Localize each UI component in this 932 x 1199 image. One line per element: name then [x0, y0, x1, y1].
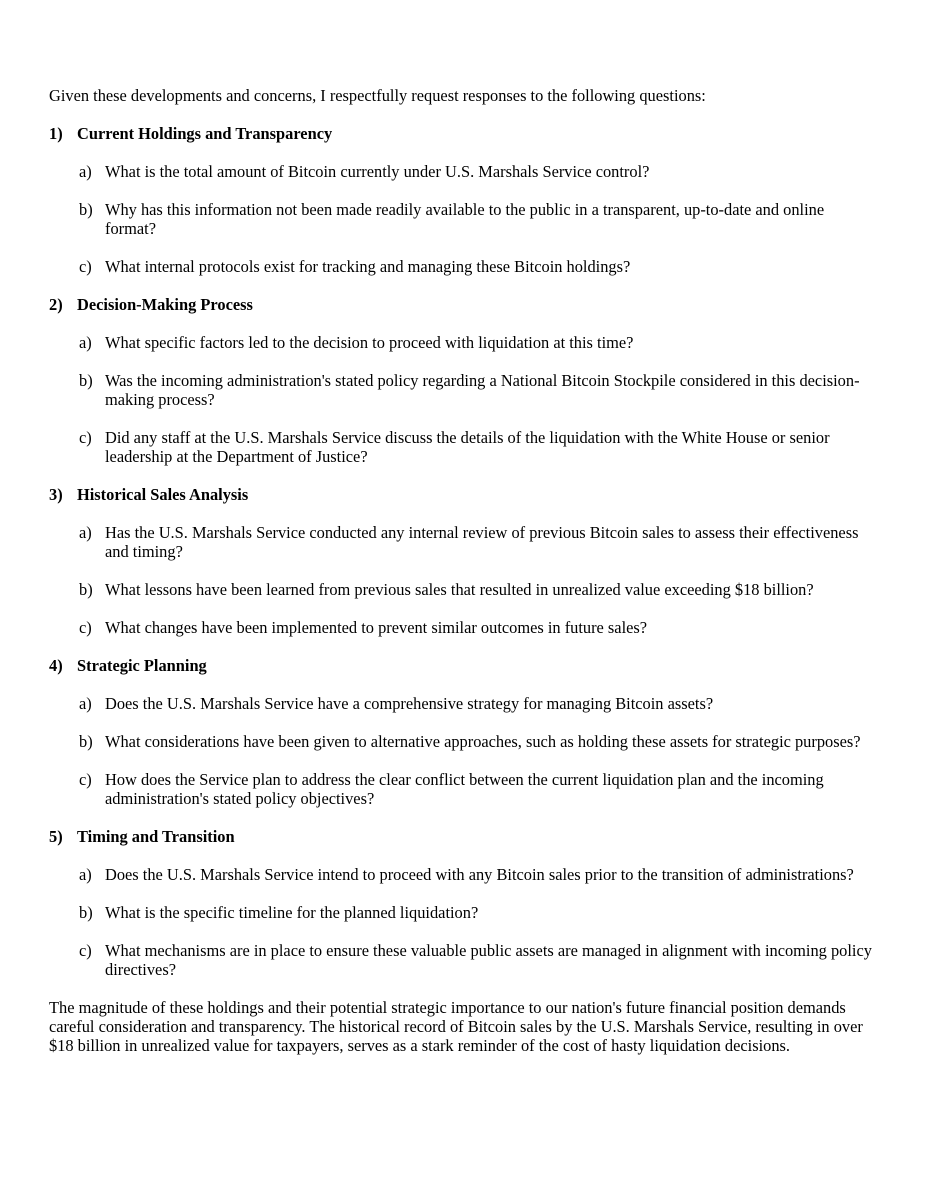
question-sections — [49, 124, 876, 979]
section-heading — [49, 124, 876, 143]
item-text: Why has this information not been made readily available to the public in a transparent, up-to-date and online format? — [105, 200, 825, 238]
question-item — [49, 162, 876, 181]
item-text: Was the incoming administration's stated policy regarding a National Bitcoin Stockpile considered in this decision-making process? — [105, 371, 860, 409]
section-items — [49, 523, 876, 637]
question-item — [49, 941, 876, 979]
section-number: 2) — [49, 295, 63, 314]
item-text: What internal protocols exist for tracking and managing these Bitcoin holdings? — [105, 257, 631, 276]
question-section — [49, 656, 876, 808]
section-number: 5) — [49, 827, 63, 846]
closing-paragraph: The magnitude of these holdings and their potential strategic importance to our nation's future financial position demands careful consideration and transparency. The historical record of Bitcoin sales by the U.S. Marshals Service, resulting in over $18 billion in unrealized value for taxpayers, serves as a stark reminder of the cost of hasty liquidation decisions. — [49, 998, 863, 1055]
item-label: a) — [79, 694, 92, 713]
item-label: b) — [79, 732, 93, 751]
question-item — [49, 694, 876, 713]
section-items — [49, 333, 876, 466]
section-heading — [49, 827, 876, 846]
section-items — [49, 865, 876, 979]
question-item — [49, 903, 876, 922]
item-label: a) — [79, 523, 92, 542]
item-label: c) — [79, 428, 92, 447]
item-label: b) — [79, 200, 93, 219]
item-label: a) — [79, 333, 92, 352]
question-section — [49, 295, 876, 466]
item-label: c) — [79, 770, 92, 789]
section-heading — [49, 485, 876, 504]
question-item — [49, 523, 876, 561]
item-label: b) — [79, 371, 93, 390]
section-number: 3) — [49, 485, 63, 504]
item-label: c) — [79, 257, 92, 276]
section-title: Decision-Making Process — [77, 295, 253, 314]
question-item — [49, 770, 876, 808]
question-item — [49, 371, 876, 409]
item-label: c) — [79, 941, 92, 960]
item-text: What changes have been implemented to prevent similar outcomes in future sales? — [105, 618, 648, 637]
item-text: What mechanisms are in place to ensure these valuable public assets are managed in alignment with incoming policy directives? — [105, 941, 872, 979]
item-text: What specific factors led to the decision to proceed with liquidation at this time? — [105, 333, 634, 352]
question-section — [49, 124, 876, 276]
item-label: a) — [79, 162, 92, 181]
item-text: What lessons have been learned from previous sales that resulted in unrealized value exceeding $18 billion? — [105, 580, 814, 599]
section-title: Strategic Planning — [77, 656, 207, 675]
item-text: Has the U.S. Marshals Service conducted any internal review of previous Bitcoin sales to assess their effectiveness and timing? — [105, 523, 859, 561]
item-text: How does the Service plan to address the clear conflict between the current liquidation plan and the incoming administration's stated policy objectives? — [105, 770, 824, 808]
question-section — [49, 485, 876, 637]
item-text: What is the total amount of Bitcoin currently under U.S. Marshals Service control? — [105, 162, 650, 181]
item-text: What is the specific timeline for the planned liquidation? — [105, 903, 479, 922]
item-text: What considerations have been given to alternative approaches, such as holding these assets for strategic purposes? — [105, 732, 861, 751]
question-item — [49, 200, 876, 238]
section-heading — [49, 656, 876, 675]
item-text: Did any staff at the U.S. Marshals Service discuss the details of the liquidation with the White House or senior leadership at the Department of Justice? — [105, 428, 830, 466]
section-title: Historical Sales Analysis — [77, 485, 249, 504]
item-text: Does the U.S. Marshals Service intend to proceed with any Bitcoin sales prior to the transition of administrations? — [105, 865, 854, 884]
section-title: Current Holdings and Transparency — [77, 124, 333, 143]
question-item — [49, 428, 876, 466]
section-items — [49, 694, 876, 808]
question-section — [49, 827, 876, 979]
question-item — [49, 333, 876, 352]
item-label: c) — [79, 618, 92, 637]
section-number: 1) — [49, 124, 63, 143]
section-title: Timing and Transition — [77, 827, 235, 846]
section-items — [49, 162, 876, 276]
question-item — [49, 257, 876, 276]
question-item — [49, 618, 876, 637]
question-item — [49, 732, 876, 751]
question-item — [49, 580, 876, 599]
item-label: a) — [79, 865, 92, 884]
question-item — [49, 865, 876, 884]
intro-paragraph: Given these developments and concerns, I respectfully request responses to the following questions: — [49, 86, 706, 105]
section-heading — [49, 295, 876, 314]
item-label: b) — [79, 580, 93, 599]
section-number: 4) — [49, 656, 63, 675]
item-text: Does the U.S. Marshals Service have a comprehensive strategy for managing Bitcoin assets? — [105, 694, 714, 713]
item-label: b) — [79, 903, 93, 922]
